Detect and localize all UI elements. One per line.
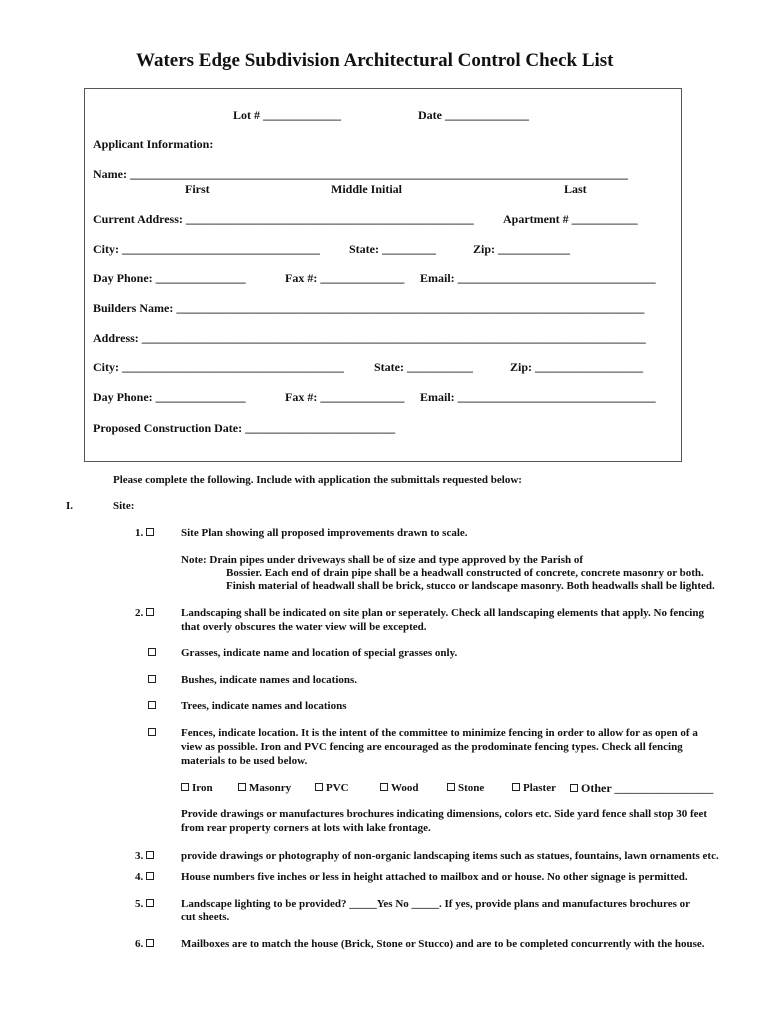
item-4-text: House numbers five inches or less in height attached to mailbox and or house. No other signage is permitted. bbox=[181, 871, 688, 883]
landscaping-line-1: Landscaping shall be indicated on site plan or seperately. Check all landscaping elements that apply. No fencing bbox=[181, 607, 704, 619]
builder-email-field[interactable]: Email: _________________________________ bbox=[420, 390, 656, 404]
material-stone-label: Stone bbox=[458, 782, 485, 794]
item-3-checkbox[interactable] bbox=[135, 850, 154, 862]
checkbox-icon bbox=[148, 728, 156, 736]
date-field[interactable]: Date ______________ bbox=[418, 108, 529, 122]
checkbox-icon bbox=[238, 783, 246, 791]
builders-name-field[interactable]: Builders Name: ______________________________________________________________________________ bbox=[93, 301, 645, 315]
material-pvc-label: PVC bbox=[326, 782, 349, 794]
checkbox-icon bbox=[146, 872, 154, 880]
item-1-number: 1. bbox=[135, 527, 144, 539]
checkbox-icon bbox=[447, 783, 455, 791]
instructions-text: Please complete the following. Include with application the submittals requested below: bbox=[113, 474, 522, 486]
material-pvc[interactable] bbox=[315, 782, 349, 794]
checkbox-icon bbox=[148, 648, 156, 656]
material-iron[interactable] bbox=[181, 782, 213, 794]
provide-line-2: from rear property corners at lots with lake frontage. bbox=[181, 822, 431, 834]
trees-checkbox[interactable] bbox=[145, 700, 156, 712]
checkbox-icon bbox=[380, 783, 388, 791]
apartment-field[interactable]: Apartment # ___________ bbox=[503, 212, 638, 226]
item-5-number: 5. bbox=[135, 898, 144, 910]
checkbox-icon bbox=[181, 783, 189, 791]
grasses-text: Grasses, indicate name and location of special grasses only. bbox=[181, 647, 458, 659]
name-field[interactable]: Name: ___________________________________________________________________________________ bbox=[93, 167, 628, 181]
lot-field[interactable]: Lot # _____________ bbox=[233, 108, 341, 122]
item-6-text: Mailboxes are to match the house (Brick, Stone or Stucco) and are to be completed concurrently with the house. bbox=[181, 938, 705, 950]
checkbox-icon bbox=[146, 899, 154, 907]
builder-state-field[interactable]: State: ___________ bbox=[374, 360, 473, 374]
bushes-text: Bushes, indicate names and locations. bbox=[181, 674, 358, 686]
section-label: Site: bbox=[113, 500, 135, 512]
trees-text: Trees, indicate names and locations bbox=[181, 700, 347, 712]
material-other[interactable] bbox=[570, 781, 713, 796]
item-4-checkbox[interactable] bbox=[135, 871, 154, 883]
checkbox-icon bbox=[315, 783, 323, 791]
site-plan-text: Site Plan showing all proposed improvements drawn to scale. bbox=[181, 527, 468, 539]
item-3-number: 3. bbox=[135, 850, 144, 862]
fences-checkbox[interactable] bbox=[145, 727, 156, 739]
email-field[interactable]: Email: _________________________________ bbox=[420, 271, 656, 285]
section-numeral: I. bbox=[66, 500, 74, 512]
applicant-info-heading: Applicant Information: bbox=[93, 137, 214, 151]
note-line-1: Note: Drain pipes under driveways shall be of size and type approved by the Parish of bbox=[181, 554, 584, 566]
checkbox-icon bbox=[146, 851, 154, 859]
page-title: Waters Edge Subdivision Architectural Control Check List bbox=[136, 50, 614, 71]
item-3-text: provide drawings or photography of non-organic landscaping items such as statues, fountains, lawn ornaments etc. bbox=[181, 850, 719, 862]
material-masonry[interactable] bbox=[238, 782, 291, 794]
checkbox-icon bbox=[148, 675, 156, 683]
zip-field[interactable]: Zip: ____________ bbox=[473, 242, 571, 256]
material-wood[interactable] bbox=[380, 782, 419, 794]
checkbox-icon bbox=[146, 528, 154, 536]
material-stone[interactable] bbox=[447, 782, 484, 794]
checkbox-icon bbox=[512, 783, 520, 791]
provide-line-1: Provide drawings or manufactures brochures indicating dimensions, colors etc. Side yard fence shall stop 30 feet bbox=[181, 808, 708, 820]
builder-day-phone-field[interactable]: Day Phone: _______________ bbox=[93, 390, 246, 404]
item-2-number: 2. bbox=[135, 607, 144, 619]
item-5-line-2: cut sheets. bbox=[181, 911, 230, 923]
material-plaster[interactable] bbox=[512, 782, 556, 794]
day-phone-field[interactable]: Day Phone: _______________ bbox=[93, 271, 246, 285]
grasses-checkbox[interactable] bbox=[145, 647, 156, 659]
item-4-number: 4. bbox=[135, 871, 144, 883]
builder-fax-field[interactable]: Fax #: ______________ bbox=[285, 390, 405, 404]
fences-line-1: Fences, indicate location. It is the intent of the committee to minimize fencing in order to allow for as open of a bbox=[181, 727, 698, 739]
item-5-line-1: Landscape lighting to be provided? _____Yes No _____. If yes, provide plans and manufactures brochures or bbox=[181, 898, 691, 910]
proposed-date-field[interactable]: Proposed Construction Date: _________________________ bbox=[93, 421, 396, 435]
fences-line-2: view as possible. Iron and PVC fencing are encouraged as the prodominate fencing types. Check all fencing bbox=[181, 741, 683, 753]
material-other-field[interactable]: __________________ bbox=[614, 783, 714, 795]
checkbox-icon bbox=[148, 701, 156, 709]
checkbox-icon bbox=[570, 784, 578, 792]
last-label: Last bbox=[564, 182, 587, 196]
item-6-checkbox[interactable] bbox=[135, 938, 154, 950]
builder-zip-field[interactable]: Zip: __________________ bbox=[510, 360, 644, 374]
checkbox-icon bbox=[146, 608, 154, 616]
middle-label: Middle Initial bbox=[331, 182, 403, 196]
bushes-checkbox[interactable] bbox=[145, 674, 156, 686]
material-wood-label: Wood bbox=[391, 782, 419, 794]
state-field[interactable]: State: _________ bbox=[349, 242, 436, 256]
builder-city-field[interactable]: City: _____________________________________ bbox=[93, 360, 344, 374]
checkbox-icon bbox=[146, 939, 154, 947]
note-line-2: Bossier. Each end of drain pipe shall be a headwall constructed of concrete, concrete masonry or both. bbox=[226, 567, 704, 579]
item-5-checkbox[interactable] bbox=[135, 898, 154, 910]
item-1-checkbox[interactable] bbox=[135, 527, 154, 539]
current-address-field[interactable]: Current Address: ________________________________________________ bbox=[93, 212, 474, 226]
material-masonry-label: Masonry bbox=[249, 782, 292, 794]
material-plaster-label: Plaster bbox=[523, 782, 556, 794]
material-iron-label: Iron bbox=[192, 782, 213, 794]
city-field[interactable]: City: _________________________________ bbox=[93, 242, 320, 256]
fences-line-3: materials to be used below. bbox=[181, 755, 308, 767]
material-other-label: Other bbox=[581, 781, 612, 795]
builder-address-field[interactable]: Address: ____________________________________________________________________________________ bbox=[93, 331, 646, 345]
note-line-3: Finish material of headwall shall be brick, stucco or landscape masonry. Both headwalls shall be lighted. bbox=[226, 580, 715, 592]
fax-field[interactable]: Fax #: ______________ bbox=[285, 271, 405, 285]
item-6-number: 6. bbox=[135, 938, 144, 950]
first-label: First bbox=[185, 182, 210, 196]
landscaping-line-2: that overly obscures the water view will be excepted. bbox=[181, 621, 427, 633]
item-2-checkbox[interactable] bbox=[135, 607, 154, 619]
